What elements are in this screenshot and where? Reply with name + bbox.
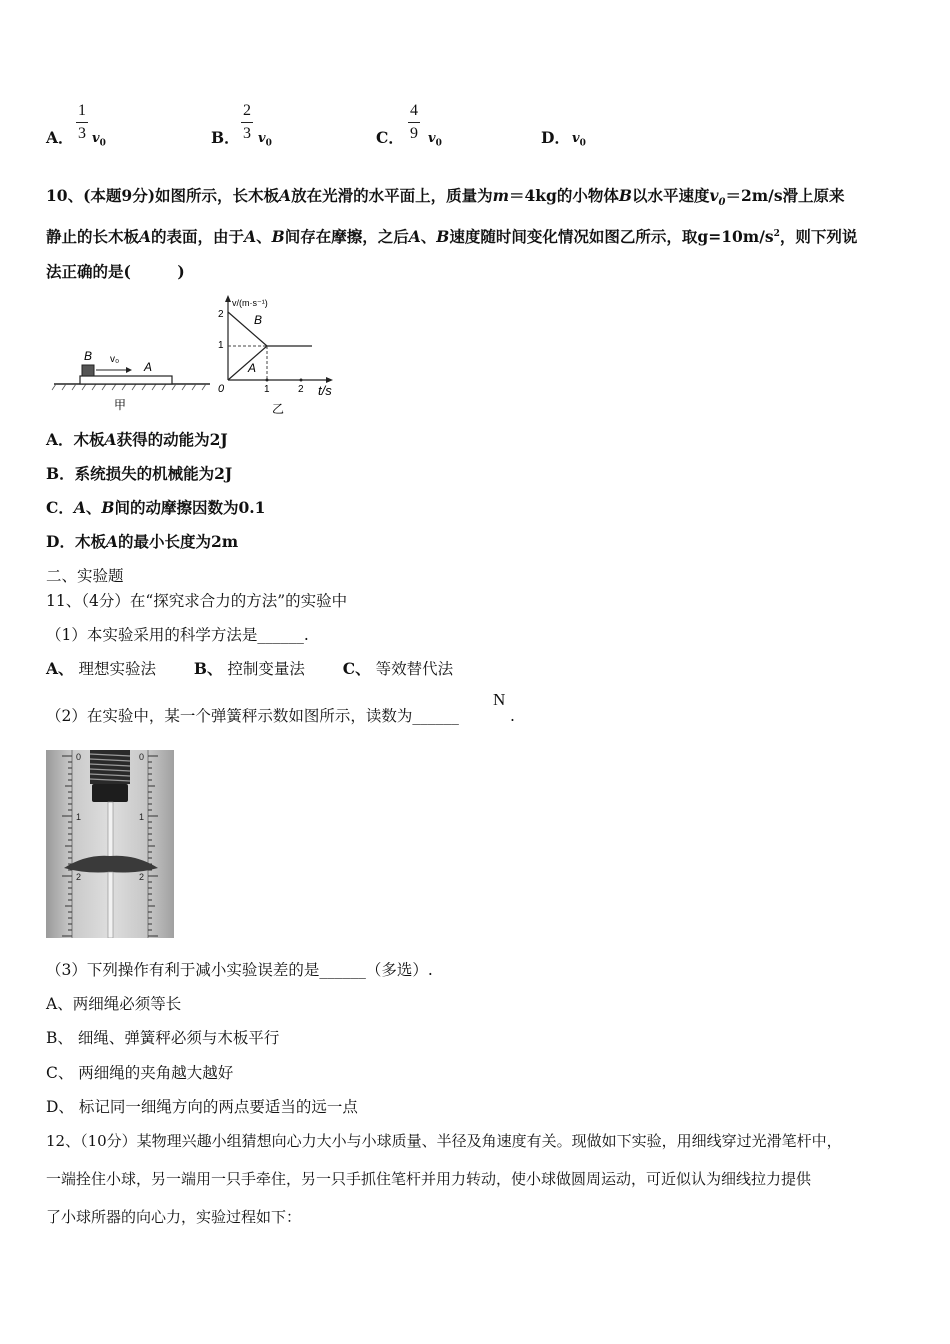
q10-option-a: A．木板A获得的动能为2J [46, 430, 228, 449]
y-tick-1: 1 [218, 340, 224, 351]
q11-part-3: （3）下列操作有利于减小实验误差的是______（多选）. [46, 961, 433, 979]
scale-label-2-right: 2 [139, 872, 145, 882]
q11-part-3-option-d: D、 标记同一细绳方向的两点要适当的远一点 [46, 1098, 358, 1116]
fraction-denominator: 3 [78, 125, 86, 142]
q10-line-2: 静止的长木板A的表面，由于A、B间存在摩擦，之后A、B速度随时间变化情况如图乙所示，取$g=10m/s^2$，则下列说 [46, 227, 858, 247]
q9-option-c-fraction [408, 102, 420, 143]
q9-option-d-v0: $v_0$ [572, 131, 586, 149]
spring-balance-photo [46, 750, 174, 938]
scale-label-0-right: 0 [139, 752, 145, 762]
q10-figure [50, 292, 350, 417]
q10-option-b: B．系统损失的机械能为2J [46, 464, 233, 483]
figure-yi-graph [218, 295, 333, 416]
q9-option-b-fraction [241, 102, 253, 143]
q12-line-3: 了小球所器的向心力，实验过程如下： [46, 1208, 302, 1226]
x-tick-1: 1 [264, 384, 270, 395]
figure-jia [52, 349, 210, 412]
q11-part-1-options: A、 理想实验法 B、 控制变量法 C、 等效替代法 [46, 659, 454, 678]
yi-label: 乙 [272, 402, 285, 416]
q12-line-1: 12、（10分）某物理兴趣小组猜想向心力大小与小球质量、半径及角速度有关。现做如下实验，用细线穿过光滑笔杆中， [46, 1132, 842, 1150]
fraction-numerator: 4 [410, 102, 418, 119]
scale-label-1-right: 1 [139, 812, 145, 822]
q11-part-3-option-c: C、 两细绳的夹角越大越好 [46, 1064, 234, 1082]
q11-part-1: （1）本实验采用的科学方法是______. [46, 626, 309, 644]
q9-option-d-label: D． [541, 128, 570, 147]
section-heading: 二、实验题 [46, 567, 124, 585]
spring [90, 750, 130, 802]
q9-option-a-v0: $v_0$ [92, 131, 106, 149]
fraction-denominator: 9 [410, 125, 418, 142]
curve-b-label: B [254, 313, 263, 327]
t-axis-label: t/s [318, 383, 332, 398]
curve-a-label: A [248, 361, 257, 375]
scale-label-2-left: 2 [76, 872, 82, 882]
q9-option-a-label: A． [46, 128, 74, 147]
scale-label-1-left: 1 [76, 812, 82, 822]
y-axis-label: v/(m·s⁻¹) [232, 298, 268, 308]
q11-part-2-end: . [510, 707, 515, 725]
spring-rod [108, 802, 113, 862]
q10-line-1: 10、(本题9分)如图所示，长木板A放在光滑的水平面上，质量为m＝4kg的小物体B以水平速度$v_0=2m/s$滑上原来 [46, 186, 845, 209]
q11-part-3-option-b: B、 细绳、弹簧秤必须与木板平行 [46, 1029, 280, 1047]
jia-label: 甲 [114, 398, 127, 412]
q9-option-b-v0: $v_0$ [258, 131, 272, 149]
board-a-label: A [144, 360, 153, 374]
q9-option-a-fraction [76, 102, 88, 143]
x-tick-2: 2 [298, 384, 304, 395]
q10-option-c: C．A、B间的动摩擦因数为0.1 [46, 498, 266, 517]
q9-option-b-label: B． [211, 128, 240, 147]
q11-part-2: （2）在实验中，某一个弹簧秤示数如图所示，读数为______ [46, 707, 459, 725]
q10-line-3: 法正确的是( ) [46, 262, 185, 281]
v0-arrow-label: v₀ [110, 354, 120, 365]
scale-label-0-left: 0 [76, 752, 82, 762]
q11-part-3-option-a: A、两细绳必须等长 [46, 995, 182, 1013]
y-tick-2: 2 [218, 309, 224, 320]
q9-option-c-v0: $v_0$ [428, 131, 442, 149]
fraction-denominator: 3 [243, 125, 251, 142]
board-a [80, 376, 172, 384]
fraction-numerator: 2 [243, 102, 251, 119]
block-b [82, 365, 94, 376]
q12-line-2: 一端拴住小球，另一端用一只手牵住，另一只手抓住笔杆并用力转动，使小球做圆周运动，可近似认为细线拉力提供 [46, 1170, 812, 1188]
q9-option-c-label: C． [376, 128, 404, 147]
origin-label: 0 [218, 383, 225, 395]
q11-title: 11、（4分）在“探究求合力的方法”的实验中 [46, 592, 348, 610]
q11-part-2-unit: N [493, 690, 506, 709]
fraction-numerator: 1 [78, 102, 86, 119]
block-b-label: B [84, 349, 93, 363]
q10-option-d: D．木板A的最小长度为2m [46, 532, 239, 551]
